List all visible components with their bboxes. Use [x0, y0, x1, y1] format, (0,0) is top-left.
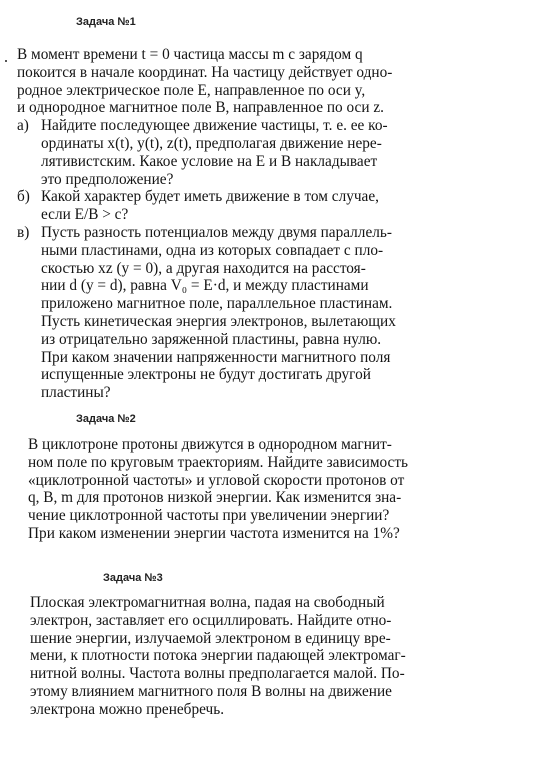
problem-1-intro-line: и однородное магнитное поле B, направленное по оси z.	[17, 99, 384, 117]
item-line: испущенные электроны не будут достигать другой	[41, 366, 371, 384]
item-line: скостью xz (y = 0), а другая находится на расстоя-	[41, 259, 366, 277]
problem-3-heading: Задача №3	[103, 572, 163, 584]
problem-2-intro-line: «циклотронной частоты» и угловой скорости протонов от	[28, 471, 405, 489]
item-line: если E/B > c?	[41, 206, 129, 224]
item-line: это предположение?	[41, 170, 174, 188]
problem-2-intro-line: ном поле по круговым траекториям. Найдите зависимость	[28, 453, 408, 471]
problem-1-intro-line: В момент времени t = 0 частица массы m с зарядом q	[17, 46, 363, 63]
item-line: нии d (y = d), равна V₀ = E·d, и между пластинами	[41, 277, 369, 295]
problem-2-intro-line: q, B, m для протонов низкой энергии. Как изменится зна-	[28, 489, 402, 507]
item-marker: а)	[17, 117, 29, 135]
item-marker: в)	[17, 223, 30, 241]
problem-2-intro-line: чение циклотронной частоты при увеличении энергии?	[28, 507, 390, 525]
item-line: приложено магнитное поле, параллельное пластинам.	[41, 295, 393, 313]
item-line: Пусть разность потенциалов между двумя параллель-	[41, 223, 392, 241]
problem-1-item-b	[17, 188, 479, 224]
problem-3-intro-line: этому влиянием магнитного поля B волны на движение	[30, 682, 392, 700]
problem-1-text	[17, 46, 479, 402]
problem-2-heading: Задача №2	[76, 413, 136, 425]
item-line: из отрицательно заряженной пластины, равна нулю.	[41, 330, 382, 348]
item-line: Пусть кинетическая энергия электронов, вылетающих	[41, 312, 396, 330]
item-line: лятивистским. Какое условие на E и B накладывает	[41, 152, 378, 170]
problem-3-intro-line: нитной волны. Частота волны предполагается малой. По-	[30, 665, 405, 683]
problem-1-intro-line: покоится в начале координат. На частицу действует одно-	[17, 63, 393, 81]
problem-1-heading: Задача №1	[76, 16, 136, 28]
problem-3-intro-line: мени, к плотности потока энергии падающей электромаг-	[30, 647, 406, 665]
problem-1-intro-line: родное электрическое поле E, направленное по оси y,	[17, 81, 366, 99]
problem-1-item-a	[17, 117, 479, 188]
problem-3-text	[30, 594, 498, 719]
problem-1-item-c	[17, 224, 479, 402]
problem-3-intro-line: электрона можно пренебречь.	[30, 700, 225, 718]
item-line: ординаты x(t), y(t), z(t), предполагая движение нере-	[41, 134, 382, 152]
problem-3-intro-line: электрон, заставляет его осциллировать. Найдите отно-	[30, 611, 392, 629]
item-line: Найдите последующее движение частицы, т. е. ее ко-	[41, 117, 388, 135]
problem-2-intro-line: При каком изменении энергии частота изменится на 1%?	[28, 524, 400, 542]
problem-2-intro-line: В циклотроне протоны движутся в однородном магнит-	[28, 436, 392, 453]
problem-2-text	[28, 436, 503, 543]
problem-3-intro-line: Плоская электромагнитная волна, падая на свободный	[30, 594, 385, 611]
item-line: При каком значении напряженности магнитного поля	[41, 348, 391, 366]
scan-artifact-dot	[5, 60, 7, 62]
item-line: пластины?	[41, 384, 111, 402]
problem-3-intro-line: шение энергии, излучаемой электроном в единицу вре-	[30, 629, 391, 647]
item-line: Какой характер будет иметь движение в том случае,	[41, 188, 379, 206]
item-marker: б)	[17, 188, 30, 206]
item-line: ными пластинами, одна из которых совпадает с пло-	[41, 241, 384, 259]
